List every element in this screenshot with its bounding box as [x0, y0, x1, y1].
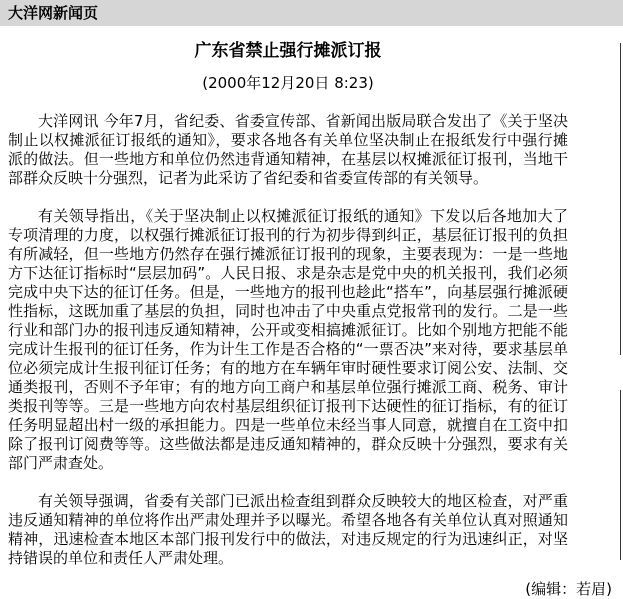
article-paragraph-3: 有关领导强调，省委有关部门已派出检查组到群众反映较大的地区检查，对严重违反通知精神的单位将作出严肃处理并予以曝光。希望各地各有关单位认真对照通知精神，迅速检查本地区本部门报刊发行中的做法，对违反规定的行为迅速纠正，对坚持错误的单位和责任人严肃处理。 — [8, 492, 568, 567]
article-content — [8, 41, 568, 568]
article-title: 广东省禁止强行摊派订报 — [194, 41, 382, 61]
right-frame-border-upper — [620, 43, 621, 355]
site-header-bar — [0, 0, 623, 26]
article-paragraph-2: 有关领导指出，《关于坚决制止以权摊派征订报纸的通知》下发以后各地加大了专项清理的力度，以权强行摊派征订报刊的行为初步得到纠正，基层征订报刊的负担有所减轻，但一些地方仍然存在强行摊派征订报刊的现象，主要表现为：一是一些地方下达征订指标时“层层加码”。人民日报、求是杂志是党中央的机关报刊，我们必须完成中央下达的征订任务。但是，一些地方的报刊也趁此“搭车”，向基层强行摊派硬性指标，这既加重了基层的负担，同时也冲击了中央重点党报常刊的发行。二是一些行业和部门办的报刊违反通知精神，公开或变相搞摊派征订。比如个别地方把能不能完成计生报刊的征订任务，作为计生工作是否合格的“一票否决”来对待，要求基层单位必须完成计生报刊征订任务；有的地方在车辆年审时硬性要求订阅公安、法制、交通类报刊，否则不予年审；有的地方向工商户和基层单位强行摊派工商、税务、审计类报刊等等。三是一些地方向农村基层组织征订报刊下达硬性的征订指标，有的征订任务明显超出村一级的承担能力。四是一些单位未经当事人同意，就擅自在工资中扣除了报刊订阅费等等。这些做法都是违反通知精神的，群众反映十分强烈，要求有关部门严肃查处。 — [8, 207, 568, 472]
editor-credit: (编辑：若眉) — [525, 580, 612, 598]
article-date: (2000年12月20日 8:23) — [202, 74, 374, 92]
right-frame-border-lower — [620, 390, 621, 560]
site-title: 大洋网新闻页 — [8, 4, 99, 22]
article-paragraph-1: 大洋网讯 今年7月，省纪委、省委宣传部、省新闻出版局联合发出了《关于坚决制止以权摊派征订报纸的通知》，要求各地各有关单位坚决制止在报纸发行中强行摊派的做法。但一些地方和单位仍然违背通知精神，在基层以权摊派征订报刊，当地干部群众反映十分强烈，记者为此采访了省纪委和省委宣传部的有关领导。 — [8, 112, 568, 187]
